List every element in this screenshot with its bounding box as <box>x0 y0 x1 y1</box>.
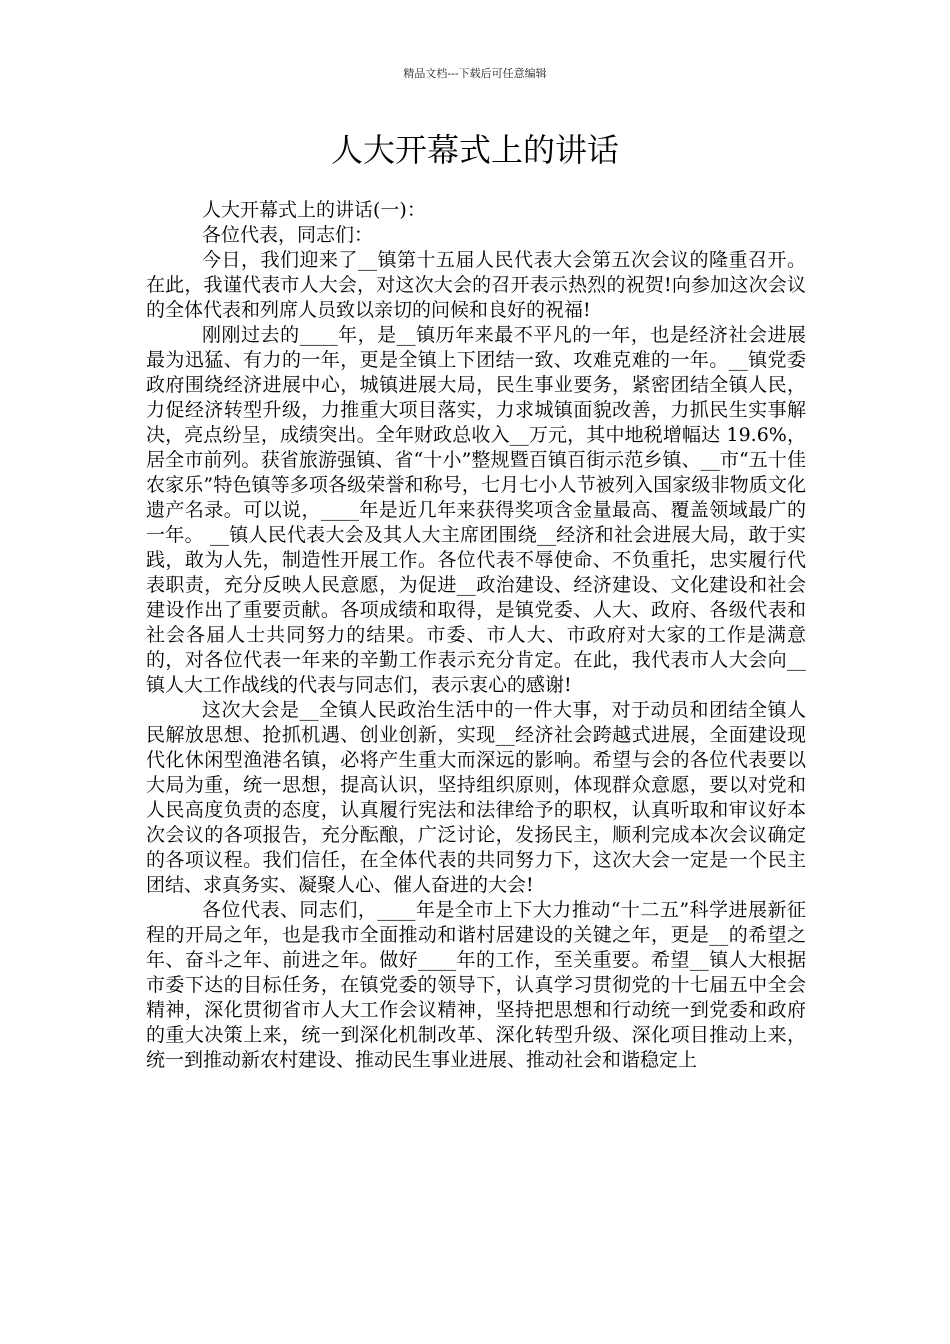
speech-subtitle: 人大开幕式上的讲话(一)： <box>202 199 426 221</box>
document-title: 人大开幕式上的讲话 <box>330 131 619 169</box>
paragraph: 各位代表、同志们，____年是全市上下大力推动“十二五”科学进展新征程的开局之年，也是我市全面推动和谐村居建设的关键之年，更是__的希望之年、奋斗之年、前进之年。做好____年的工作，至关重要。希望__镇人大根据市委下达的目标任务，在镇党委的领导下，认真学习贯彻党的十七届五中全会精神，深化贯彻省市人大工作会议精神，坚持把思想和行动统一到党委和政府的重大决策上来，统一到深化机制改革、深化转型升级、深化项目推动上来，统一到推动新农村建设、推动民生事业进展、推动社会和谐稳定上 <box>146 899 806 1071</box>
header-note: 精品文档---下载后可任意编辑 <box>403 67 547 80</box>
salutation: 各位代表，同志们： <box>202 224 374 246</box>
paragraph: 这次大会是__全镇人民政治生活中的一件大事，对于动员和团结全镇人民解放思想、抢抓机遇、创业创新，实现__经济社会跨越式进展，全面建设现代化休闲型渔港名镇，必将产生重大而深远的影响。希望与会的各位代表要以大局为重，统一思想，提高认识，坚持组织原则，体现群众意愿，要以对党和人民高度负责的态度，认真履行宪法和法律给予的职权，认真听取和审议好本次会议的各项报告，充分酝酿，广泛讨论，发扬民主，顺利完成本次会议确定的各项议程。我们信任，在全体代表的共同努力下，这次大会一定是一个民主团结、求真务实、凝聚人心、催人奋进的大会! <box>146 699 806 896</box>
paragraph: 今日，我们迎来了__镇第十五届人民代表大会第五次会议的隆重召开。在此，我谨代表市人大会，对这次大会的召开表示热烈的祝贺!向参加这次会议的全体代表和列席人员致以亲切的问候和良好的祝福! <box>146 249 806 321</box>
paragraph: 刚刚过去的____年，是__镇历年来最不平凡的一年，也是经济社会进展最为迅猛、有力的一年，更是全镇上下团结一致、攻难克难的一年。__镇党委政府围绕经济进展中心，城镇进展大局，民生事业要务，紧密团结全镇人民，力促经济转型升级，力推重大项目落实，力求城镇面貌改善，力抓民生实事解决，亮点纷呈，成绩突出。全年财政总收入__万元，其中地税增幅达 19.6%，居全市前列。获省旅游强镇、省“十小”整规暨百镇百街示范乡镇、__市“五十佳农家乐”特色镇等多项各级荣誉和称号，七月七小人节被列入国家级非物质文化遗产名录。可以说，____年是近几年来获得奖项含金量最高、覆盖领域最广的一年。 __镇人民代表大会及其人大主席团围绕__经济和社会进展大局，敢于实践，敢为人先，制造性开展工作。各位代表不辱使命、不负重托，忠实履行代表职责，充分反映人民意愿，为促进__政治建设、经济建设、文化建设和社会建设作出了重要贡献。各项成绩和取得，是镇党委、人大、政府、各级代表和社会各届人士共同努力的结果。市委、市人大、市政府对大家的工作是满意的，对各位代表一年来的辛勤工作表示充分肯定。在此，我代表市人大会向__镇人大工作战线的代表与同志们，表示衷心的感谢! <box>146 324 806 696</box>
document-body <box>146 198 806 1073</box>
